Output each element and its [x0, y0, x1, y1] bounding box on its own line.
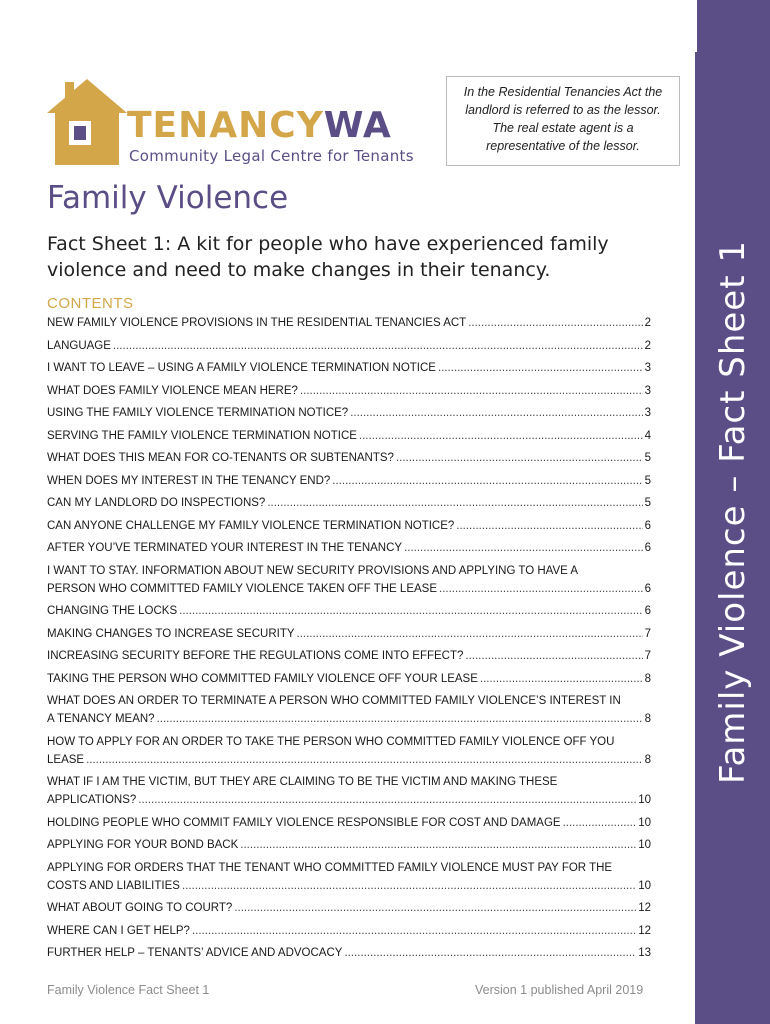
toc-entry-title: I WANT TO LEAVE – USING A FAMILY VIOLENCE TERMINATION NOTICE — [47, 362, 436, 374]
toc-entry-title: WHERE CAN I GET HELP? — [47, 924, 190, 937]
toc-leader-dots — [182, 877, 636, 895]
toc-entry[interactable] — [47, 899, 651, 917]
logo-brand — [127, 105, 392, 146]
toc-entry-line — [47, 602, 651, 620]
toc-entry-line — [47, 710, 651, 728]
toc-entry[interactable] — [47, 733, 651, 769]
toc-page-number: 12 — [638, 924, 651, 937]
toc-page-number: 5 — [644, 452, 651, 464]
toc-entry-title: CAN MY LANDLORD DO INSPECTIONS? — [47, 497, 266, 509]
toc-entry[interactable] — [47, 382, 651, 400]
toc-leader-dots — [359, 427, 643, 445]
toc-page-number: 8 — [644, 753, 651, 766]
toc-page-number: 6 — [644, 605, 651, 617]
logo-brand-part1: TENANCY — [127, 105, 324, 146]
toc-entry[interactable] — [47, 494, 651, 512]
toc-entry-line — [47, 494, 651, 512]
toc-entry-line — [47, 562, 651, 580]
toc-leader-dots — [300, 382, 643, 400]
toc-entry[interactable] — [47, 404, 651, 422]
toc-entry-line — [47, 580, 651, 598]
toc-page-number: 7 — [644, 650, 651, 662]
toc-leader-dots — [179, 602, 642, 620]
toc-entry-title: FURTHER HELP – TENANTS’ ADVICE AND ADVOCACY — [47, 947, 343, 959]
toc-entry-line — [47, 337, 651, 355]
toc-page-number: 6 — [644, 519, 651, 532]
logo-tagline: Community Legal Centre for Tenants — [129, 147, 414, 165]
toc-page-number: 6 — [644, 582, 651, 595]
toc-entry-line — [47, 859, 651, 877]
toc-entry[interactable] — [47, 359, 651, 377]
toc-entry-title: HOLDING PEOPLE WHO COMMIT FAMILY VIOLENCE RESPONSIBLE FOR COST AND DAMAGE — [47, 816, 561, 829]
toc-entry[interactable] — [47, 427, 651, 445]
toc-entry-title: WHAT ABOUT GOING TO COURT? — [47, 902, 233, 914]
toc-entry[interactable] — [47, 944, 651, 962]
toc-entry-title: AFTER YOU’VE TERMINATED YOUR INTEREST IN THE TENANCY — [47, 542, 403, 554]
toc-leader-dots — [113, 337, 643, 355]
toc-leader-dots — [86, 751, 643, 769]
toc-leader-dots — [192, 922, 636, 940]
toc-entry-title: MAKING CHANGES TO INCREASE SECURITY — [47, 627, 295, 640]
toc-page-number: 10 — [638, 839, 651, 851]
house-icon — [45, 77, 129, 169]
side-banner — [695, 0, 770, 1024]
toc-entry-title: CHANGING THE LOCKS — [47, 605, 178, 617]
toc-entry[interactable] — [47, 859, 651, 895]
toc-leader-dots — [344, 944, 636, 962]
footer-right: Version 1 published April 2019 — [475, 983, 644, 997]
toc-entry-title: WHAT DOES THIS MEAN FOR CO-TENANTS OR SUBTENANTS? — [47, 452, 394, 464]
toc-entry-title: LANGUAGE — [47, 339, 111, 352]
toc-entry[interactable] — [47, 337, 651, 355]
toc-entry[interactable] — [47, 472, 651, 490]
toc-entry-title: LEASE — [47, 753, 85, 766]
toc-entry-title: A TENANCY MEAN? — [47, 713, 155, 725]
toc-entry[interactable] — [47, 539, 651, 557]
toc-entry-title: CAN ANYONE CHALLENGE MY FAMILY VIOLENCE TERMINATION NOTICE? — [47, 519, 455, 532]
toc-entry[interactable] — [47, 922, 651, 940]
toc-leader-dots — [396, 449, 643, 467]
page-subtitle: Fact Sheet 1: A kit for people who have experienced family violence and need to make changes in their tenancy. — [47, 233, 609, 281]
toc-entry-line — [47, 814, 651, 832]
toc-page-number: 3 — [644, 384, 651, 397]
toc-entry-line — [47, 692, 651, 710]
toc-entry-line — [47, 773, 651, 791]
toc-entry-title: APPLICATIONS? — [47, 794, 137, 806]
logo-brand-part2: WA — [323, 105, 392, 146]
toc-page-number: 12 — [638, 902, 651, 914]
toc-page-number: 3 — [644, 362, 651, 374]
page-title: Family Violence — [47, 180, 289, 216]
toc-leader-dots — [563, 814, 637, 832]
toc-entry-line — [47, 517, 651, 535]
toc-leader-dots — [234, 899, 636, 917]
toc-leader-dots — [468, 314, 642, 332]
toc-entry-title: WHAT IF I AM THE VICTIM, BUT THEY ARE CLAIMING TO BE THE VICTIM AND MAKING THESE — [47, 776, 558, 788]
tenancywa-logo — [45, 77, 425, 169]
toc-entry-title: USING THE FAMILY VIOLENCE TERMINATION NOTICE? — [47, 407, 349, 419]
toc-page-number: 8 — [644, 672, 651, 685]
toc-leader-dots — [465, 647, 642, 665]
toc-entry-line — [47, 944, 651, 962]
footer-left: Family Violence Fact Sheet 1 — [47, 983, 210, 997]
contents-heading: CONTENTS — [47, 295, 134, 312]
toc-entry[interactable] — [47, 692, 651, 728]
toc-page-number: 2 — [644, 339, 651, 352]
toc-leader-dots — [138, 791, 636, 809]
toc-entry-title: INCREASING SECURITY BEFORE THE REGULATIONS COME INTO EFFECT? — [47, 650, 464, 662]
toc-page-number: 7 — [644, 627, 651, 640]
lessor-note: In the Residential Tenancies Act the landlord is referred to as the lessor. The real estate agent is a representative of the lessor. — [446, 76, 680, 166]
toc-leader-dots — [267, 494, 642, 512]
toc-entry-title: COSTS AND LIABILITIES — [47, 879, 180, 892]
toc-entry-title: APPLYING FOR YOUR BOND BACK — [47, 839, 239, 851]
toc-entry-line — [47, 647, 651, 665]
toc-page-number: 5 — [644, 497, 651, 509]
toc-entry-line — [47, 427, 651, 445]
toc-entry-title: TAKING THE PERSON WHO COMMITTED FAMILY VIOLENCE OFF YOUR LEASE — [47, 672, 478, 685]
toc-page-number: 5 — [644, 474, 651, 487]
toc-entry-line — [47, 836, 651, 854]
toc-page-number: 13 — [638, 947, 651, 959]
toc-page-number: 4 — [644, 429, 651, 442]
toc-page-number: 10 — [638, 794, 651, 806]
toc-leader-dots — [297, 625, 643, 643]
toc-leader-dots — [157, 710, 643, 728]
toc-page-number: 3 — [644, 407, 651, 419]
toc-page-number: 2 — [644, 317, 651, 329]
toc-entry-line — [47, 314, 651, 332]
toc-entry-line — [47, 733, 651, 751]
toc-entry[interactable] — [47, 562, 651, 598]
toc-leader-dots — [480, 670, 643, 688]
toc-leader-dots — [240, 836, 636, 854]
toc-entry-line — [47, 472, 651, 490]
toc-page-number: 10 — [638, 816, 651, 829]
toc-entry-line — [47, 899, 651, 917]
toc-entry-line — [47, 751, 651, 769]
toc-entry-title: WHAT DOES AN ORDER TO TERMINATE A PERSON WHO COMMITTED FAMILY VIOLENCE’S INTEREST IN — [47, 695, 621, 707]
toc-entry[interactable] — [47, 773, 651, 809]
toc-entry-title: PERSON WHO COMMITTED FAMILY VIOLENCE TAKEN OFF THE LEASE — [47, 582, 438, 595]
side-banner-text: Family Violence – Fact Sheet 1 — [712, 240, 753, 784]
toc-entry-line — [47, 449, 651, 467]
toc-entry-title: SERVING THE FAMILY VIOLENCE TERMINATION NOTICE — [47, 429, 357, 442]
toc-entry-line — [47, 670, 651, 688]
toc-entry-title: WHEN DOES MY INTEREST IN THE TENANCY END? — [47, 474, 331, 487]
toc-leader-dots — [350, 404, 642, 422]
toc-leader-dots — [456, 517, 642, 535]
toc-entry[interactable] — [47, 449, 651, 467]
toc-entry-line — [47, 359, 651, 377]
toc-entry-title: NEW FAMILY VIOLENCE PROVISIONS IN THE RESIDENTIAL TENANCIES ACT — [47, 317, 467, 329]
toc-leader-dots — [404, 539, 643, 557]
toc-entry-line — [47, 877, 651, 895]
toc-entry[interactable] — [47, 314, 651, 332]
toc-page-number: 8 — [644, 713, 651, 725]
toc-entry-title: HOW TO APPLY FOR AN ORDER TO TAKE THE PERSON WHO COMMITTED FAMILY VIOLENCE OFF YOU — [47, 735, 615, 748]
toc-entry-line — [47, 382, 651, 400]
toc-entry[interactable] — [47, 647, 651, 665]
toc-entry-line — [47, 539, 651, 557]
toc-entry-line — [47, 922, 651, 940]
toc-entry-title: I WANT TO STAY. INFORMATION ABOUT NEW SECURITY PROVISIONS AND APPLYING TO HAVE A — [47, 564, 579, 577]
toc-entry-title: APPLYING FOR ORDERS THAT THE TENANT WHO COMMITTED FAMILY VIOLENCE MUST PAY FOR THE — [47, 861, 613, 874]
toc-entry[interactable] — [47, 602, 651, 620]
toc-entry-line — [47, 625, 651, 643]
toc-entry[interactable] — [47, 836, 651, 854]
toc-entry-line — [47, 404, 651, 422]
toc-leader-dots — [332, 472, 642, 490]
toc-entry[interactable] — [47, 670, 651, 688]
toc-leader-dots — [438, 359, 643, 377]
toc-entry[interactable] — [47, 517, 651, 535]
side-banner-cap — [695, 0, 697, 52]
toc-leader-dots — [439, 580, 643, 598]
toc-entry-title: WHAT DOES FAMILY VIOLENCE MEAN HERE? — [47, 384, 298, 397]
toc-page-number: 6 — [644, 542, 651, 554]
toc-entry-line — [47, 791, 651, 809]
toc-entry[interactable] — [47, 625, 651, 643]
toc-page-number: 10 — [638, 879, 651, 892]
toc-entry[interactable] — [47, 814, 651, 832]
